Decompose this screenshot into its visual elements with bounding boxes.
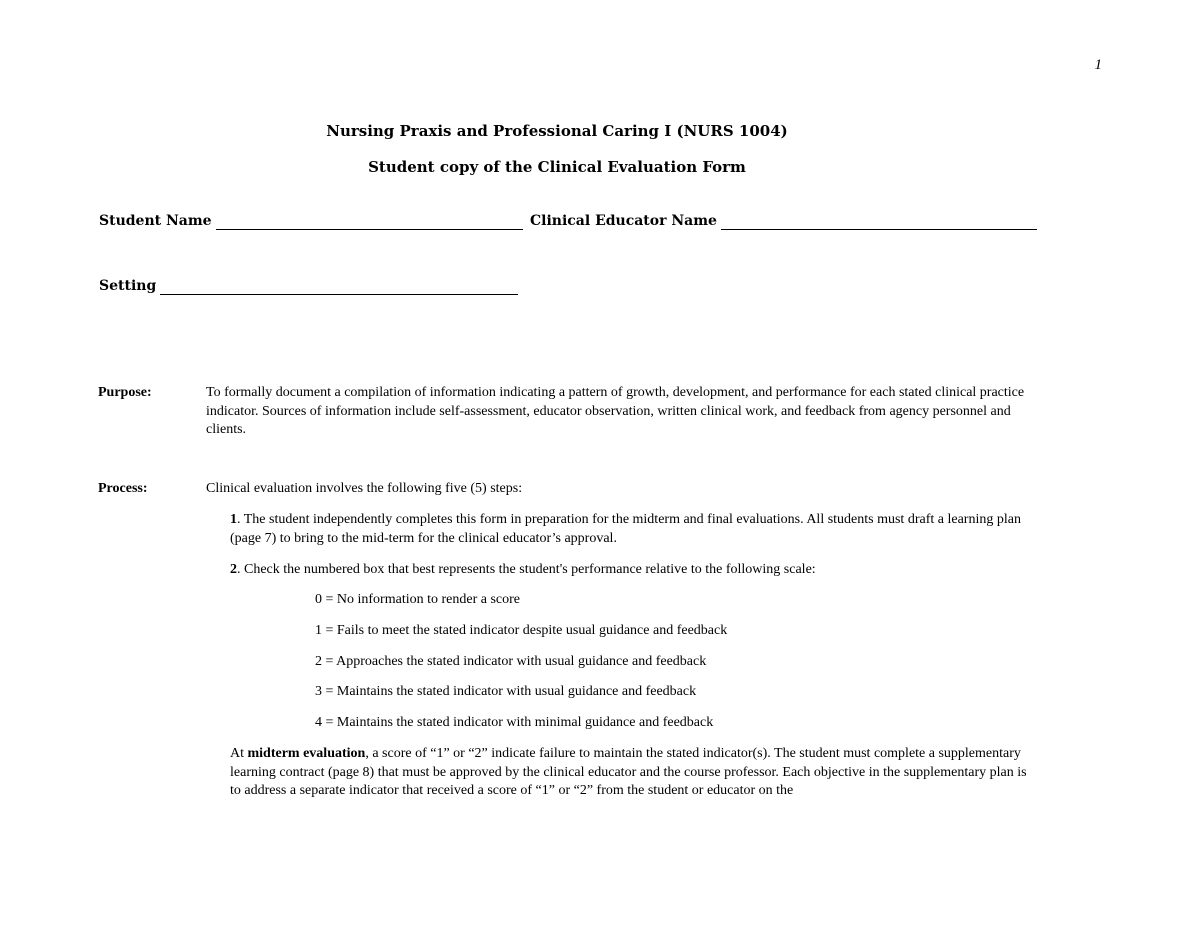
document-subtitle: Student copy of the Clinical Evaluation Form bbox=[368, 158, 746, 176]
step-text: . The student independently completes this form in preparation for the midterm and final evaluations. All students must draft a learning plan (page 7) to bring to the mid-term for the clinical educator’s approval. bbox=[230, 512, 1021, 546]
midterm-bold: midterm evaluation bbox=[247, 746, 366, 761]
midterm-prefix: At bbox=[230, 746, 248, 761]
document-title: Nursing Praxis and Professional Caring I (NURS 1004) bbox=[326, 122, 788, 140]
student-name-label: Student Name bbox=[99, 213, 212, 229]
purpose-label: Purpose: bbox=[98, 385, 152, 400]
student-name-field bbox=[99, 212, 523, 230]
scale-item-4: 4 = Maintains the stated indicator with minimal guidance and feedback bbox=[315, 715, 714, 730]
scale-item-3: 3 = Maintains the stated indicator with usual guidance and feedback bbox=[315, 684, 697, 699]
scale-item-2: 2 = Approaches the stated indicator with usual guidance and feedback bbox=[315, 654, 707, 669]
midterm-evaluation-paragraph bbox=[230, 745, 1040, 801]
step-text: . Check the numbered box that best represents the student's performance relative to the following scale: bbox=[237, 562, 816, 577]
process-step-1 bbox=[230, 511, 1030, 548]
purpose-text: To formally document a compilation of information indicating a pattern of growth, development, and performance for each stated clinical practice indicator. Sources of information include self-assessment, educator observation, written clinical work, and feedback from agency personnel and clients. bbox=[206, 385, 1025, 437]
midterm-text: , a score of “1” or “2” indicate failure to maintain the stated indicator(s). The student must complete a supplementary learning contract (page 8) that must be approved by the clinical educator and the course professor. Each objective in the supplementary plan is to address a separate indicator that received a score of “1” or “2” from the student or educator on the bbox=[230, 746, 1027, 798]
process-label: Process: bbox=[98, 481, 148, 496]
scale-item-0: 0 = No information to render a score bbox=[315, 592, 520, 607]
page-number: 1 bbox=[1094, 57, 1102, 73]
step-number: 1 bbox=[230, 512, 237, 527]
process-intro: Clinical evaluation involves the following five (5) steps: bbox=[206, 481, 523, 496]
clinical-educator-blank[interactable] bbox=[721, 215, 1037, 230]
setting-label: Setting bbox=[99, 278, 157, 294]
scale-item-1: 1 = Fails to meet the stated indicator despite usual guidance and feedback bbox=[315, 623, 728, 638]
clinical-educator-field bbox=[530, 212, 1037, 230]
step-number: 2 bbox=[230, 562, 237, 577]
clinical-educator-label: Clinical Educator Name bbox=[530, 213, 717, 229]
process-step-2 bbox=[230, 561, 1030, 580]
setting-blank[interactable] bbox=[160, 280, 518, 295]
student-name-blank[interactable] bbox=[216, 215, 523, 230]
setting-field bbox=[99, 277, 518, 295]
